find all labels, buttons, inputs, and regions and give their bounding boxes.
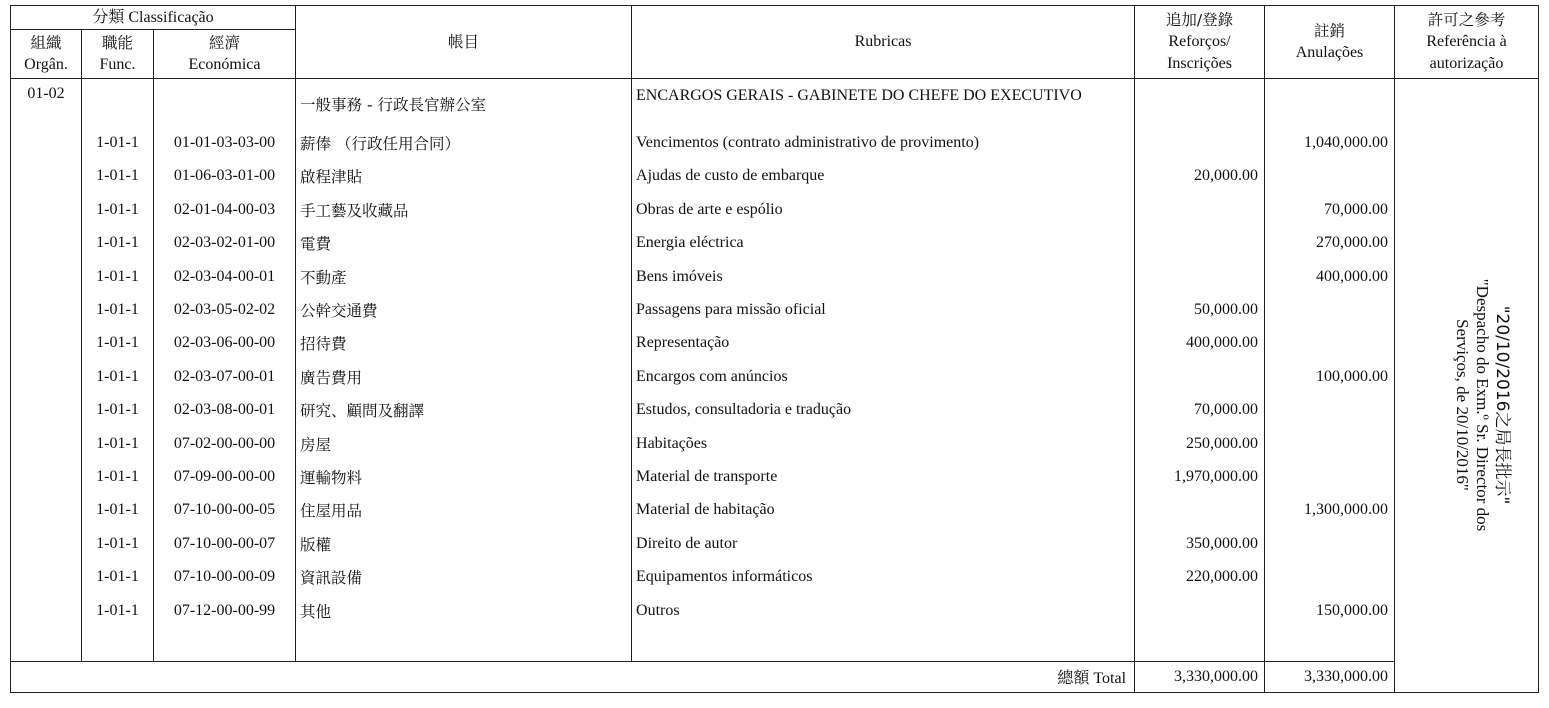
table-row	[11, 360, 1539, 393]
table-row	[11, 427, 1539, 460]
organ-header-pt: Orgân.	[24, 56, 68, 73]
row-annul-cell	[1265, 327, 1395, 360]
row-zh-cell: 其他	[296, 594, 632, 627]
reinforce-header-pt1: Reforços/	[1168, 33, 1231, 50]
annul-header-zh: 註銷	[1314, 22, 1346, 40]
row-ref-cell	[1395, 560, 1539, 593]
blank-cell	[82, 627, 154, 661]
row-zh-cell: 不動產	[296, 260, 632, 293]
row-econ-cell: 02-03-08-00-01	[154, 394, 296, 427]
row-annul-cell: 100,000.00	[1265, 360, 1395, 393]
row-organ-cell	[11, 126, 82, 159]
row-organ-cell	[11, 460, 82, 493]
row-reinforce-cell	[1135, 260, 1265, 293]
row-zh-cell: 薪俸 （行政任用合同）	[296, 126, 632, 159]
row-econ-cell: 07-02-00-00-00	[154, 427, 296, 460]
row-reinforce-cell: 400,000.00	[1135, 327, 1265, 360]
budget-table-wrapper	[10, 5, 1538, 693]
blank-cell	[296, 627, 632, 661]
row-organ-cell	[11, 160, 82, 193]
row-zh-cell: 版權	[296, 527, 632, 560]
row-zh-cell: 運輸物料	[296, 460, 632, 493]
ref-header-zh: 許可之參考	[1427, 11, 1506, 29]
department-ref-empty	[1395, 79, 1539, 127]
row-econ-cell: 07-09-00-00-00	[154, 460, 296, 493]
row-func-cell: 1-01-1	[82, 460, 154, 493]
blank-cell	[632, 627, 1135, 661]
row-econ-cell: 07-10-00-00-07	[154, 527, 296, 560]
department-econ-empty	[154, 79, 296, 127]
row-func-cell: 1-01-1	[82, 227, 154, 260]
row-econ-cell: 02-03-05-02-02	[154, 293, 296, 326]
func-header	[82, 30, 154, 79]
row-ref-cell	[1395, 126, 1539, 159]
row-reinforce-cell	[1135, 360, 1265, 393]
department-name-zh: 一般事務 - 行政長官辦公室	[296, 79, 632, 127]
annul-header-pt: Anulações	[1295, 44, 1364, 61]
table-row	[11, 126, 1539, 159]
department-annul-empty	[1265, 79, 1395, 127]
row-organ-cell	[11, 594, 82, 627]
authorization-pt1: "Despacho do Exm.º Sr. Director dos	[1473, 278, 1492, 532]
row-pt-cell: Bens imóveis	[632, 260, 1135, 293]
row-reinforce-cell: 350,000.00	[1135, 527, 1265, 560]
authorization-text	[1452, 270, 1512, 540]
total-annul: 3,330,000.00	[1265, 661, 1395, 692]
row-func-cell: 1-01-1	[82, 360, 154, 393]
blank-row	[11, 627, 1539, 661]
row-ref-cell	[1395, 227, 1539, 260]
account-header: 帳目	[296, 6, 632, 79]
row-zh-cell: 廣告費用	[296, 360, 632, 393]
row-annul-cell: 1,300,000.00	[1265, 494, 1395, 527]
row-reinforce-cell: 70,000.00	[1135, 394, 1265, 427]
row-ref-cell	[1395, 160, 1539, 193]
econ-header	[154, 30, 296, 79]
row-reinforce-cell	[1135, 126, 1265, 159]
row-pt-cell: Estudos, consultadoria e tradução	[632, 394, 1135, 427]
row-zh-cell: 研究、顧問及翻譯	[296, 394, 632, 427]
row-reinforce-cell: 250,000.00	[1135, 427, 1265, 460]
department-row	[11, 79, 1539, 127]
total-label: 總額 Total	[11, 661, 1135, 692]
row-zh-cell: 住屋用品	[296, 494, 632, 527]
row-organ-cell	[11, 293, 82, 326]
row-annul-cell	[1265, 560, 1395, 593]
func-header-pt: Func.	[99, 56, 136, 73]
blank-cell	[11, 627, 82, 661]
classification-header: 分類 Classificação	[11, 6, 296, 30]
blank-cell	[1135, 627, 1265, 661]
row-reinforce-cell	[1135, 193, 1265, 226]
row-pt-cell: Equipamentos informáticos	[632, 560, 1135, 593]
row-annul-cell: 400,000.00	[1265, 260, 1395, 293]
row-econ-cell: 02-01-04-00-03	[154, 193, 296, 226]
row-organ-cell	[11, 260, 82, 293]
row-reinforce-cell	[1135, 494, 1265, 527]
row-ref-cell	[1395, 193, 1539, 226]
blank-cell	[1395, 627, 1539, 661]
row-pt-cell: Obras de arte e espólio	[632, 193, 1135, 226]
row-annul-cell	[1265, 460, 1395, 493]
ref-header-pt1: Referência à	[1426, 33, 1507, 50]
table-row	[11, 227, 1539, 260]
row-reinforce-cell: 1,970,000.00	[1135, 460, 1265, 493]
row-reinforce-cell	[1135, 227, 1265, 260]
row-func-cell: 1-01-1	[82, 293, 154, 326]
department-name-pt: ENCARGOS GERAIS - GABINETE DO CHEFE DO EXECUTIVO	[632, 79, 1135, 127]
table-row	[11, 527, 1539, 560]
row-annul-cell	[1265, 427, 1395, 460]
table-row	[11, 494, 1539, 527]
total-row	[11, 661, 1539, 692]
row-econ-cell: 02-03-04-00-01	[154, 260, 296, 293]
row-pt-cell: Outros	[632, 594, 1135, 627]
table-row	[11, 293, 1539, 326]
row-zh-cell: 資訊設備	[296, 560, 632, 593]
reinforce-header-pt2: Inscrições	[1167, 55, 1232, 72]
organ-header	[11, 30, 82, 79]
table-row	[11, 327, 1539, 360]
department-reinforce-empty	[1135, 79, 1265, 127]
row-pt-cell: Encargos com anúncios	[632, 360, 1135, 393]
row-econ-cell: 07-10-00-00-09	[154, 560, 296, 593]
table-body	[11, 79, 1539, 662]
row-func-cell: 1-01-1	[82, 394, 154, 427]
row-econ-cell: 07-12-00-00-99	[154, 594, 296, 627]
annul-header	[1265, 6, 1395, 79]
row-pt-cell: Material de transporte	[632, 460, 1135, 493]
row-func-cell: 1-01-1	[82, 427, 154, 460]
row-func-cell: 1-01-1	[82, 527, 154, 560]
row-pt-cell: Direito de autor	[632, 527, 1135, 560]
total-reinforce: 3,330,000.00	[1135, 661, 1265, 692]
row-reinforce-cell: 50,000.00	[1135, 293, 1265, 326]
row-econ-cell: 02-03-06-00-00	[154, 327, 296, 360]
row-func-cell: 1-01-1	[82, 327, 154, 360]
row-zh-cell: 啟程津貼	[296, 160, 632, 193]
organ-header-zh: 組織	[30, 34, 62, 52]
reinforce-header	[1135, 6, 1265, 79]
row-func-cell: 1-01-1	[82, 260, 154, 293]
row-func-cell: 1-01-1	[82, 193, 154, 226]
row-annul-cell	[1265, 527, 1395, 560]
row-econ-cell: 01-06-03-01-00	[154, 160, 296, 193]
table-row	[11, 160, 1539, 193]
row-reinforce-cell: 220,000.00	[1135, 560, 1265, 593]
row-organ-cell	[11, 360, 82, 393]
table-row	[11, 260, 1539, 293]
row-econ-cell: 02-03-02-01-00	[154, 227, 296, 260]
blank-cell	[1265, 627, 1395, 661]
department-organ: 01-02	[11, 79, 82, 127]
row-zh-cell: 招待費	[296, 327, 632, 360]
authorization-zh: "20/10/2016之局長批示"	[1492, 305, 1512, 505]
row-annul-cell: 70,000.00	[1265, 193, 1395, 226]
table-row	[11, 193, 1539, 226]
ref-header-pt2: autorização	[1429, 55, 1504, 72]
row-pt-cell: Vencimentos (contrato administrativo de provimento)	[632, 126, 1135, 159]
row-func-cell: 1-01-1	[82, 560, 154, 593]
row-zh-cell: 公幹交通費	[296, 293, 632, 326]
row-annul-cell	[1265, 394, 1395, 427]
row-pt-cell: Energia eléctrica	[632, 227, 1135, 260]
blank-cell	[154, 627, 296, 661]
authorization-pt2: Serviços, de 20/10/2016"	[1453, 319, 1472, 491]
row-func-cell: 1-01-1	[82, 494, 154, 527]
row-organ-cell	[11, 327, 82, 360]
row-organ-cell	[11, 227, 82, 260]
econ-header-pt: Económica	[188, 56, 261, 73]
row-func-cell: 1-01-1	[82, 160, 154, 193]
row-reinforce-cell: 20,000.00	[1135, 160, 1265, 193]
row-annul-cell: 270,000.00	[1265, 227, 1395, 260]
ref-header	[1395, 6, 1539, 79]
total-ref-empty	[1395, 661, 1539, 692]
row-econ-cell: 07-10-00-00-05	[154, 494, 296, 527]
row-organ-cell	[11, 494, 82, 527]
rubricas-header: Rubricas	[632, 6, 1135, 79]
table-row	[11, 394, 1539, 427]
row-annul-cell: 150,000.00	[1265, 594, 1395, 627]
authorization-reference	[1426, 270, 1538, 540]
row-econ-cell: 01-01-03-03-00	[154, 126, 296, 159]
table-row	[11, 460, 1539, 493]
department-func-empty	[82, 79, 154, 127]
table-row	[11, 560, 1539, 593]
row-organ-cell	[11, 560, 82, 593]
row-organ-cell	[11, 193, 82, 226]
row-organ-cell	[11, 527, 82, 560]
econ-header-zh: 經濟	[209, 34, 241, 52]
row-pt-cell: Habitações	[632, 427, 1135, 460]
row-pt-cell: Material de habitação	[632, 494, 1135, 527]
row-annul-cell	[1265, 293, 1395, 326]
row-zh-cell: 手工藝及收藏品	[296, 193, 632, 226]
reinforce-header-zh: 追加/登錄	[1165, 11, 1234, 29]
row-organ-cell	[11, 394, 82, 427]
row-pt-cell: Passagens para missão oficial	[632, 293, 1135, 326]
table-row	[11, 594, 1539, 627]
row-annul-cell: 1,040,000.00	[1265, 126, 1395, 159]
budget-table	[10, 5, 1539, 693]
row-annul-cell	[1265, 160, 1395, 193]
row-zh-cell: 電費	[296, 227, 632, 260]
row-organ-cell	[11, 427, 82, 460]
row-econ-cell: 02-03-07-00-01	[154, 360, 296, 393]
row-func-cell: 1-01-1	[82, 594, 154, 627]
row-zh-cell: 房屋	[296, 427, 632, 460]
row-pt-cell: Ajudas de custo de embarque	[632, 160, 1135, 193]
func-header-zh: 職能	[101, 34, 133, 52]
row-reinforce-cell	[1135, 594, 1265, 627]
row-ref-cell	[1395, 594, 1539, 627]
row-func-cell: 1-01-1	[82, 126, 154, 159]
row-pt-cell: Representação	[632, 327, 1135, 360]
